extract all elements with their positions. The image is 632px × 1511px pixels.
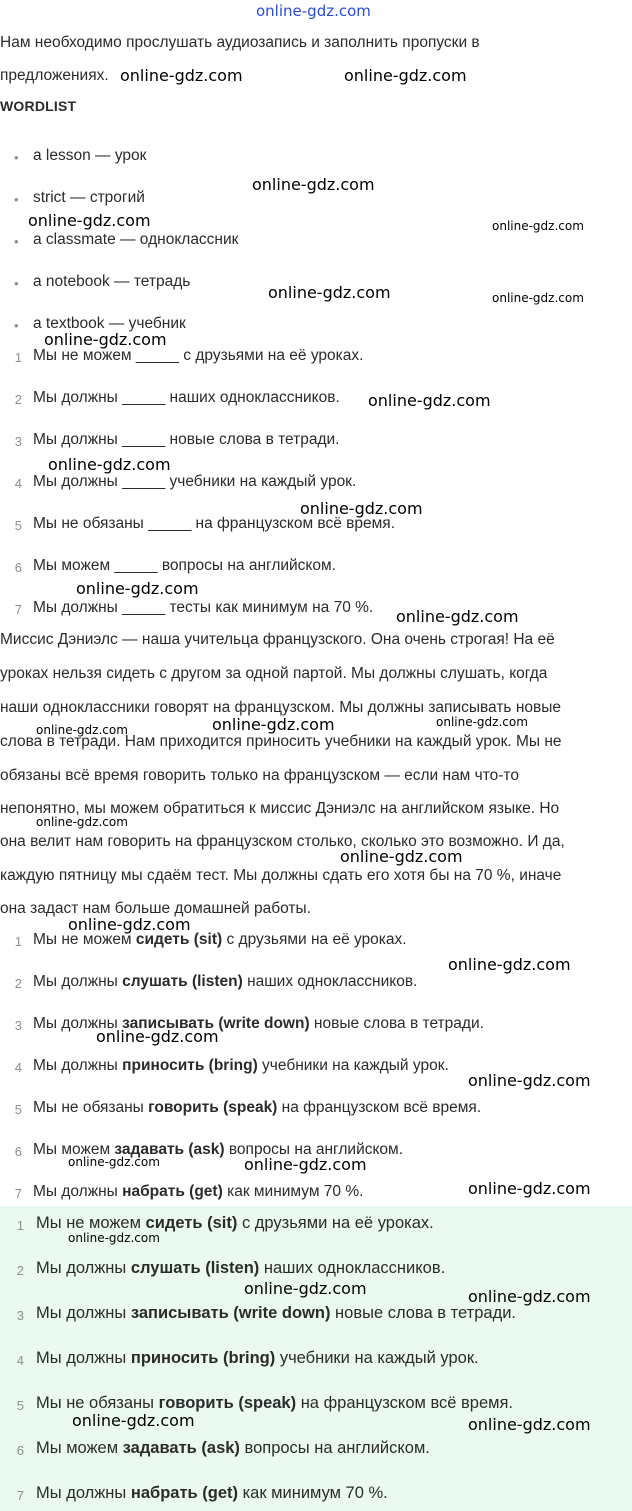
blank-sentence: Мы должны _____ тесты как минимум на 70 %.	[33, 599, 374, 616]
answer-sentence: Мы должны слушать (listen) наших одноклассников.	[33, 973, 418, 990]
watermark: online-gdz.com	[244, 1155, 367, 1174]
watermark: online-gdz.com	[36, 723, 128, 737]
item-number: 7	[14, 602, 22, 617]
answer-sentence: Мы должны приносить (bring) учебники на каждый урок.	[33, 1057, 449, 1074]
answer-sentence: Мы можем задавать (ask) вопросы на английском.	[36, 1439, 430, 1457]
bullet-icon: •	[14, 192, 19, 207]
blank-sentence: Мы должны _____ новые слова в тетради.	[33, 431, 340, 448]
answer-sentence: Мы должны набрать (get) как минимум 70 %.	[36, 1484, 388, 1502]
intro-line-2: предложениях.	[0, 67, 109, 84]
watermark: online-gdz.com	[448, 955, 571, 974]
wordlist-item: a notebook — тетрадь	[33, 273, 191, 290]
watermark: online-gdz.com	[468, 1415, 591, 1434]
answer-sentence: Мы не можем сидеть (sit) с друзьями на её уроках.	[36, 1214, 434, 1232]
answer-word: говорить (speak)	[148, 1099, 278, 1116]
answer-sentence: Мы не можем сидеть (sit) с друзьями на её уроках.	[33, 931, 407, 948]
answer-word: приносить (bring)	[130, 1349, 276, 1367]
item-number: 5	[14, 518, 22, 533]
watermark: online-gdz.com	[244, 1279, 367, 1298]
watermark: online-gdz.com	[268, 283, 391, 302]
blank-sentence: Мы должны _____ учебники на каждый урок.	[33, 473, 357, 490]
answer-word: набрать (get)	[130, 1484, 238, 1502]
transcript-line: обязаны всё время говорить только на французском — если нам что-то	[0, 767, 519, 784]
answer-sentence: Мы должны набрать (get) как минимум 70 %.	[33, 1183, 364, 1200]
answer-word: слушать (listen)	[122, 973, 243, 990]
answer-word: набрать (get)	[122, 1183, 223, 1200]
transcript-line: каждую пятницу мы сдаём тест. Мы должны сдать его хотя бы на 70 %, иначе	[0, 867, 562, 884]
item-number: 4	[14, 1060, 22, 1075]
transcript-line: она велит нам говорить на французском столько, сколько это возможно. И да,	[0, 833, 565, 850]
watermark: online-gdz.com	[300, 499, 423, 518]
answer-sentence: Мы должны записывать (write down) новые слова в тетради.	[36, 1304, 516, 1322]
watermark: online-gdz.com	[368, 391, 491, 410]
watermark: online-gdz.com	[396, 607, 519, 626]
transcript-line: наши одноклассники говорят на французском. Мы должны записывать новые	[0, 699, 561, 716]
item-number: 1	[16, 1218, 24, 1233]
item-number: 6	[16, 1443, 24, 1458]
watermark: online-gdz.com	[68, 1155, 160, 1169]
blank-sentence: Мы не обязаны _____ на французском всё время.	[33, 515, 395, 532]
watermark: online-gdz.com	[492, 291, 584, 305]
blank-sentence: Мы не можем _____ с друзьями на её уроках.	[33, 347, 364, 364]
item-number: 3	[16, 1308, 24, 1323]
bullet-icon: •	[14, 234, 19, 249]
watermark: online-gdz.com	[436, 715, 528, 729]
bullet-icon: •	[14, 276, 19, 291]
answer-sentence: Мы должны приносить (bring) учебники на каждый урок.	[36, 1349, 479, 1367]
answer-word: записывать (write down)	[130, 1304, 331, 1322]
answer-word: сидеть (sit)	[135, 931, 223, 948]
item-number: 6	[14, 560, 22, 575]
answer-sentence: Мы не обязаны говорить (speak) на французском всё время.	[36, 1394, 514, 1412]
item-number: 3	[14, 434, 22, 449]
answer-sentence: Мы должны записывать (write down) новые слова в тетради.	[33, 1015, 484, 1032]
item-number: 2	[16, 1263, 24, 1278]
item-number: 3	[14, 1018, 22, 1033]
watermark: online-gdz.com	[36, 815, 128, 829]
bullet-icon: •	[14, 318, 19, 333]
watermark: online-gdz.com	[44, 330, 167, 349]
intro-line-1: Нам необходимо прослушать аудиозапись и заполнить пропуски в	[0, 34, 480, 51]
item-number: 1	[14, 350, 22, 365]
watermark: online-gdz.com	[72, 1411, 195, 1430]
answer-word: задавать (ask)	[122, 1439, 240, 1457]
item-number: 2	[14, 976, 22, 991]
item-number: 5	[14, 1102, 22, 1117]
watermark: online-gdz.com	[212, 715, 335, 734]
item-number: 7	[14, 1186, 22, 1201]
answer-sentence: Мы должны слушать (listen) наших одноклассников.	[36, 1259, 446, 1277]
watermark: online-gdz.com	[28, 211, 151, 230]
transcript-line: непонятно, мы можем обратиться к миссис Дэниэлс на английском языке. Но	[0, 800, 560, 817]
answer-word: задавать (ask)	[114, 1141, 225, 1158]
item-number: 6	[14, 1144, 22, 1159]
item-number: 5	[16, 1398, 24, 1413]
watermark: online-gdz.com	[344, 66, 467, 85]
watermark: online-gdz.com	[120, 66, 243, 85]
transcript-line: слова в тетради. Нам приходится приносить учебники на каждый урок. Мы не	[0, 733, 562, 750]
wordlist-item: a lesson — урок	[33, 147, 147, 164]
watermark: online-gdz.com	[48, 455, 171, 474]
watermark-top: online-gdz.com	[256, 2, 371, 20]
transcript-line: уроках нельзя сидеть с другом за одной партой. Мы должны слушать, когда	[0, 665, 548, 682]
watermark: online-gdz.com	[492, 219, 584, 233]
watermark: online-gdz.com	[252, 175, 375, 194]
answer-sentence: Мы не обязаны говорить (speak) на французском всё время.	[33, 1099, 482, 1116]
item-number: 4	[16, 1353, 24, 1368]
watermark: online-gdz.com	[96, 1027, 219, 1046]
watermark: online-gdz.com	[340, 847, 463, 866]
answer-word: сидеть (sit)	[145, 1214, 238, 1232]
blank-sentence: Мы можем _____ вопросы на английском.	[33, 557, 336, 574]
wordlist-item: strict — строгий	[33, 189, 145, 206]
watermark: online-gdz.com	[468, 1179, 591, 1198]
watermark: online-gdz.com	[468, 1071, 591, 1090]
answer-word: слушать (listen)	[130, 1259, 260, 1277]
item-number: 1	[14, 934, 22, 949]
watermark: online-gdz.com	[68, 915, 191, 934]
item-number: 7	[16, 1488, 24, 1503]
watermark: online-gdz.com	[468, 1287, 591, 1306]
watermark: online-gdz.com	[68, 1231, 160, 1245]
item-number: 4	[14, 476, 22, 491]
transcript-line: она задаст нам больше домашней работы.	[0, 900, 311, 917]
answer-word: записывать (write down)	[122, 1015, 310, 1032]
watermark: online-gdz.com	[76, 579, 199, 598]
wordlist-item: a classmate — одноклассник	[33, 231, 239, 248]
wordlist-title: WORDLIST	[0, 98, 77, 114]
wordlist-item: a textbook — учебник	[33, 315, 186, 332]
transcript-line: Миссис Дэниэлс — наша учительца французского. Она очень строгая! На её	[0, 631, 555, 648]
answer-word: говорить (speak)	[158, 1394, 297, 1412]
item-number: 2	[14, 392, 22, 407]
bullet-icon: •	[14, 150, 19, 165]
answer-sentence: Мы можем задавать (ask) вопросы на английском.	[33, 1141, 404, 1158]
blank-sentence: Мы должны _____ наших одноклассников.	[33, 389, 340, 406]
answer-word: приносить (bring)	[122, 1057, 258, 1074]
